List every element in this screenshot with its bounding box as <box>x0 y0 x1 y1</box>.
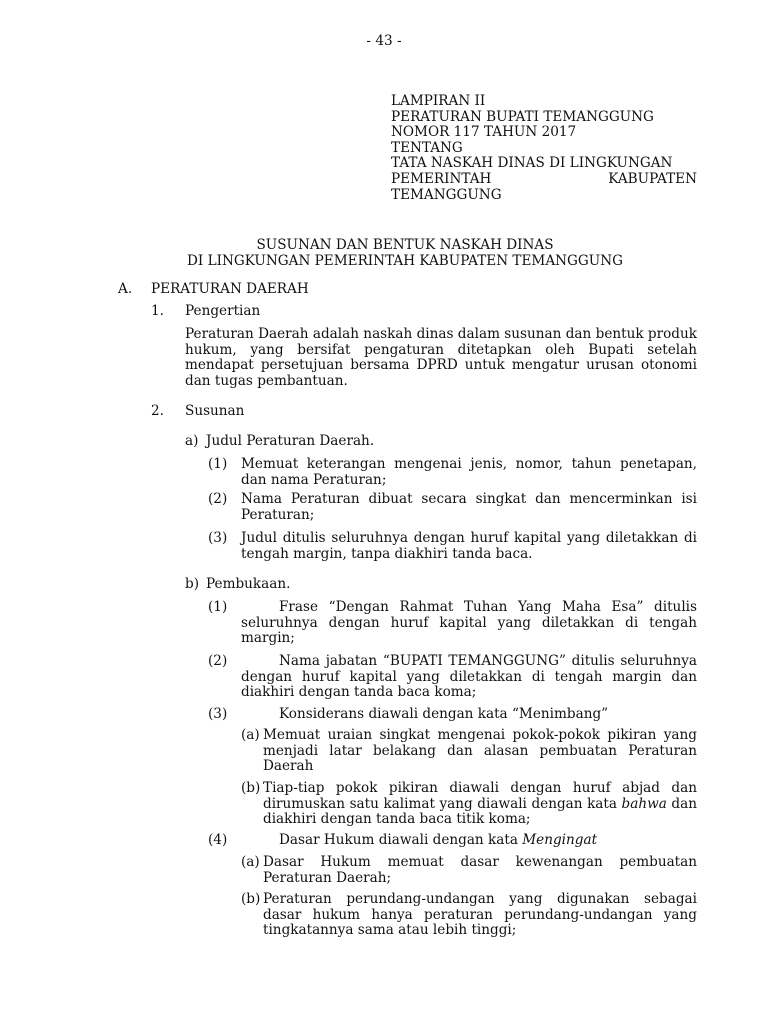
document-title <box>110 238 700 269</box>
header-line-right: KABUPATEN <box>608 170 697 187</box>
point-text: Memuat keterangan mengenai jenis, nomor, tahun penetapan, dan nama Peraturan; <box>241 456 697 488</box>
header-line-left: PEMERINTAH <box>391 170 492 187</box>
list-item <box>208 654 697 701</box>
point-text <box>241 833 697 849</box>
point-marker: (2) <box>208 491 228 507</box>
item-marker: 2. <box>151 403 164 419</box>
list-item <box>208 600 697 647</box>
point-text: Judul ditulis seluruhnya dengan huruf kapital yang diletakkan di tengah margin, tanpa diakhiri tanda baca. <box>241 530 697 562</box>
point-marker: (1) <box>208 599 228 615</box>
text-run: Tiap-tiap pokok pikiran diawali dengan huruf abjad dan dirumuskan satu kalimat yang diawali dengan kata <box>263 780 697 812</box>
subpoint-marker: (a) <box>241 727 260 743</box>
subpoint-text <box>263 781 697 828</box>
item-marker: 1. <box>151 303 164 319</box>
subpoint-text: Dasar Hukum memuat dasar kewenangan pembuatan Peraturan Daerah; <box>263 854 697 886</box>
point-marker: (3) <box>208 706 228 722</box>
section-heading: PERATURAN DAERAH <box>151 281 309 297</box>
title-line: SUSUNAN DAN BENTUK NASKAH DINAS <box>256 237 554 253</box>
point-marker: (4) <box>208 832 228 848</box>
list-item <box>241 892 697 939</box>
point-marker: (3) <box>208 530 228 546</box>
subpoint-marker: (a) <box>241 854 260 870</box>
subpoint-marker: (b) <box>241 891 261 907</box>
list-item <box>241 781 697 828</box>
subpoint-marker: (b) <box>241 780 261 796</box>
header-line <box>391 172 697 188</box>
point-text: Frase “Dengan Rahmat Tuhan Yang Maha Esa” ditulis seluruhnya dengan huruf kapital yang diletakkan di tengah margin; <box>241 599 697 647</box>
section-marker: A. <box>118 281 133 297</box>
list-item <box>208 833 697 849</box>
list-item <box>208 531 697 562</box>
subitem-heading: Pembukaan. <box>206 576 291 592</box>
point-marker: (2) <box>208 653 228 669</box>
point-text: Konsiderans diawali dengan kata “Menimbang” <box>279 706 609 722</box>
subitem-heading: Judul Peraturan Daerah. <box>206 433 375 449</box>
subitem-marker: b) <box>185 576 200 592</box>
header-line: TENTANG <box>391 139 463 156</box>
point-text: Nama jabatan “BUPATI TEMANGGUNG” ditulis seluruhnya dengan huruf kapital yang diletakkan di tengah margin dan diakhiri dengan tanda baca koma; <box>241 653 697 701</box>
header-line: TEMANGGUNG <box>391 186 502 203</box>
header-line: TATA NASKAH DINAS DI LINGKUNGAN <box>391 155 673 172</box>
header-line: PERATURAN BUPATI TEMANGGUNG <box>391 108 654 125</box>
italic-term: bahwa <box>621 795 667 812</box>
italic-term: Mengingat <box>522 832 598 848</box>
page-number: - 43 - <box>366 33 402 49</box>
definition-paragraph: Peraturan Daerah adalah naskah dinas dalam susunan dan bentuk produk hukum, yang bersifat pengaturan ditetapkan oleh Bupati setelah mendapat persetujuan bersama DPRD untuk mengatur urusan otonomi dan tugas pembantuan. <box>185 326 697 389</box>
list-item <box>241 728 697 775</box>
text-run: Dasar Hukum diawali dengan kata <box>279 832 523 848</box>
title-line: DI LINGKUNGAN PEMERINTAH KABUPATEN TEMANGGUNG <box>187 252 623 269</box>
item-heading: Pengertian <box>185 303 261 319</box>
subpoint-text: Peraturan perundang-undangan yang digunakan sebagai dasar hukum hanya peraturan perundang-undangan yang tingkatannya sama atau lebih tinggi; <box>263 891 697 939</box>
list-item <box>208 707 697 723</box>
list-item <box>208 492 697 523</box>
text-run: dan diakhiri dengan tanda baca titik koma; <box>263 795 697 828</box>
list-item <box>208 457 697 488</box>
attachment-header <box>391 94 697 203</box>
point-text: Nama Peraturan dibuat secara singkat dan mencerminkan isi Peraturan; <box>241 491 697 523</box>
subpoint-text: Memuat uraian singkat mengenai pokok-pokok pikiran yang menjadi latar belakang dan alasan pembuatan Peraturan Daerah <box>263 727 697 775</box>
item-heading: Susunan <box>185 403 245 419</box>
point-marker: (1) <box>208 456 228 472</box>
subitem-marker: a) <box>185 433 199 449</box>
list-item <box>241 855 697 886</box>
header-line: LAMPIRAN II <box>391 93 486 109</box>
header-line: NOMOR 117 TAHUN 2017 <box>391 124 577 141</box>
